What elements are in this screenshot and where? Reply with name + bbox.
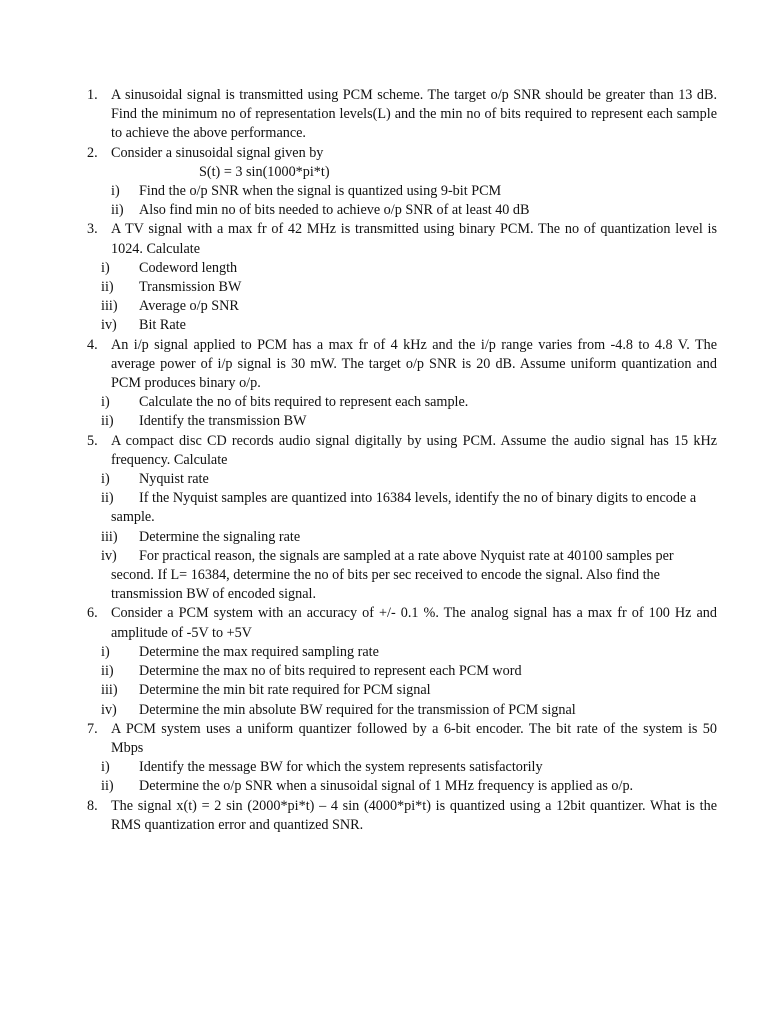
sub-question <box>0 547 717 605</box>
sub-question-text: Determine the signaling rate <box>139 528 301 545</box>
sub-question <box>0 701 717 720</box>
sub-question <box>0 316 717 335</box>
question-number: 7. <box>87 720 98 737</box>
sub-question <box>0 777 717 796</box>
sub-question <box>0 489 717 527</box>
sub-question <box>0 182 717 201</box>
sub-question-number: i) <box>101 759 110 776</box>
question-text: A compact disc CD records audio signal digitally by using PCM. Assume the audio signal has 15 kHz frequency. Calculate <box>111 432 717 468</box>
question-number: 1. <box>87 87 98 103</box>
sub-question-number: ii) <box>111 202 124 219</box>
sub-question-number: iii) <box>101 298 118 315</box>
sub-question <box>0 201 717 220</box>
question-text: Consider a sinusoidal signal given by <box>111 144 324 161</box>
sub-question-number: iv) <box>101 701 117 718</box>
question-5 <box>0 432 717 470</box>
question-number: 5. <box>87 432 98 449</box>
sub-question <box>0 662 717 681</box>
formula: S(t) = 3 sin(1000*pi*t) <box>199 163 330 180</box>
question-number: 8. <box>87 797 98 814</box>
sub-question-text: Determine the max required sampling rate <box>139 643 379 660</box>
question-number: 6. <box>87 605 98 622</box>
sub-question <box>0 393 717 412</box>
sub-question-number: iv) <box>101 317 117 334</box>
sub-question-text: Codeword length <box>139 259 238 276</box>
sub-question-text: Transmission BW <box>139 279 242 296</box>
question-list <box>0 86 768 835</box>
sub-question-number: iii) <box>101 528 118 545</box>
sub-question-text: Nyquist rate <box>139 471 209 488</box>
sub-question-text: Calculate the no of bits required to represent each sample. <box>139 394 469 411</box>
question-text: Consider a PCM system with an accuracy of +/- 0.1 %. The analog signal has a max fr of 100 Hz and amplitude of -5V to +5V <box>111 605 717 641</box>
sub-question <box>0 470 717 489</box>
sub-question <box>0 528 717 547</box>
sub-question-number: ii) <box>101 663 114 680</box>
sub-question <box>0 758 717 777</box>
sub-question-number: iii) <box>101 682 118 699</box>
sub-question-text: Determine the min bit rate required for PCM signal <box>139 682 431 699</box>
sub-question <box>0 259 717 278</box>
sub-question-text: Determine the max no of bits required to represent each PCM word <box>139 663 522 680</box>
sub-question-number: ii) <box>101 778 114 795</box>
sub-question <box>0 412 717 431</box>
sub-question-number: ii) <box>101 490 114 507</box>
sub-question <box>0 297 717 316</box>
question-text: An i/p signal applied to PCM has a max fr of 4 kHz and the i/p range varies from -4.8 to 4.8 V. The average power of i/p signal is 30 mW. The target o/p SNR is 20 dB. Assume uniform quantization and PCM produces binary o/p. <box>111 336 717 392</box>
sub-question-number: i) <box>101 643 110 660</box>
sub-question <box>0 643 717 662</box>
sub-question-number: ii) <box>101 413 114 430</box>
question-number: 3. <box>87 221 98 238</box>
sub-question-text: Identify the message BW for which the system represents satisfactorily <box>139 759 543 776</box>
sub-question-number: i) <box>101 259 110 276</box>
question-8 <box>0 797 717 835</box>
sub-question-number: i) <box>101 394 110 411</box>
question-1 <box>0 86 717 144</box>
question-number: 2. <box>87 144 98 161</box>
sub-question-text: Average o/p SNR <box>139 298 239 315</box>
sub-question-text: Bit Rate <box>139 317 186 334</box>
question-3 <box>0 220 717 258</box>
question-2 <box>0 144 717 163</box>
question-7 <box>0 720 717 758</box>
question-text: A PCM system uses a uniform quantizer followed by a 6-bit encoder. The bit rate of the system is 50 Mbps <box>111 720 717 756</box>
sub-question-number: i) <box>101 471 110 488</box>
sub-question-number: iv) <box>101 547 117 564</box>
question-text: A sinusoidal signal is transmitted using PCM scheme. The target o/p SNR should be greater than 13 dB. Find the minimum no of representation levels(L) and the min no of bits required to represent each sample to achieve the above performance. <box>111 87 717 142</box>
sub-question-text: Determine the min absolute BW required for the transmission of PCM signal <box>139 701 576 718</box>
question-text: The signal x(t) = 2 sin (2000*pi*t) – 4 sin (4000*pi*t) is quantized using a 12bit quantizer. What is the RMS quantization error and quantized SNR. <box>111 797 717 833</box>
question-4 <box>0 336 717 394</box>
sub-question-text: Determine the o/p SNR when a sinusoidal signal of 1 MHz frequency is applied as o/p. <box>139 778 634 795</box>
sub-question <box>0 278 717 297</box>
sub-question-number: i) <box>111 183 120 200</box>
sub-question <box>0 681 717 700</box>
question-number: 4. <box>87 336 98 353</box>
sub-question-number: ii) <box>101 279 114 296</box>
question-text: A TV signal with a max fr of 42 MHz is transmitted using binary PCM. The no of quantization level is 1024. Calculate <box>111 221 717 257</box>
sub-question-text: Also find min no of bits needed to achieve o/p SNR of at least 40 dB <box>139 202 530 219</box>
sub-question-text: Find the o/p SNR when the signal is quantized using 9-bit PCM <box>139 183 502 200</box>
sub-question-text: For practical reason, the signals are sampled at a rate above Nyquist rate at 40100 samples per second. If L= 16384, determine the no of bits per sec received to encode the signal. Also find the transmission BW of encoded signal. <box>111 547 674 603</box>
question-6 <box>0 604 717 642</box>
sub-question-text: Identify the transmission BW <box>139 413 307 430</box>
sub-question-text: If the Nyquist samples are quantized into 16384 levels, identify the no of binary digits to encode a sample. <box>111 490 697 526</box>
